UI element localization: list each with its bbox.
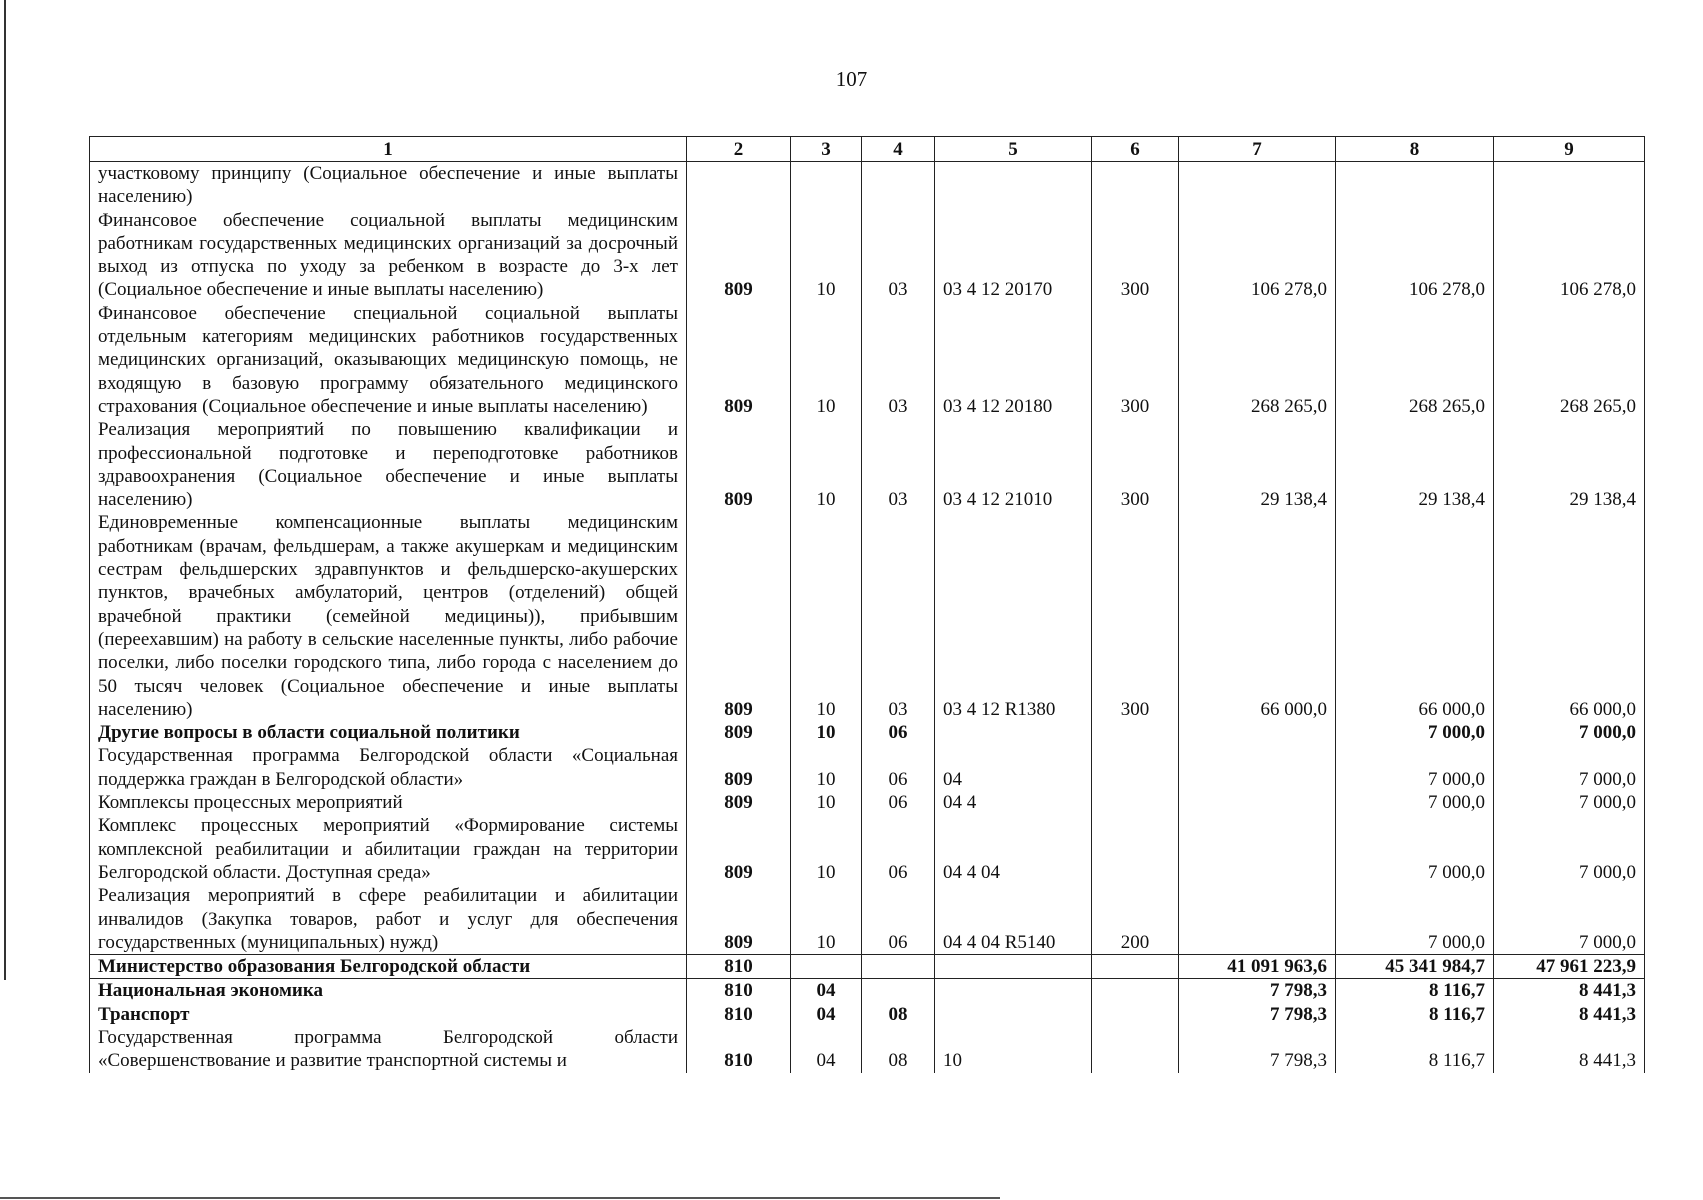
target-article-cell: 04 4 bbox=[935, 791, 1092, 814]
table-row bbox=[90, 979, 1645, 1003]
table-row bbox=[90, 209, 1645, 302]
target-article-cell bbox=[935, 979, 1092, 1003]
target-article-cell: 04 4 04 bbox=[935, 814, 1092, 884]
amount-year3-cell: 106 278,0 bbox=[1494, 209, 1645, 302]
amount-year1-cell bbox=[1179, 721, 1336, 744]
section-code-cell: 10 bbox=[791, 814, 862, 884]
amount-year3-cell: 7 000,0 bbox=[1494, 791, 1645, 814]
amount-year2-cell: 7 000,0 bbox=[1336, 791, 1494, 814]
subsection-code-cell: 08 bbox=[862, 1003, 935, 1026]
row-name-cell: Реализация мероприятий по повышению квалификации и профессиональной подготовке и переподготовке работников здравоохранения (Социальное обеспечение и иные выплаты населению) bbox=[90, 418, 687, 511]
section-code-cell: 10 bbox=[791, 418, 862, 511]
page-number: 107 bbox=[835, 67, 868, 91]
target-article-cell bbox=[935, 1003, 1092, 1026]
ministry-code-cell: 810 bbox=[687, 979, 791, 1003]
row-name-cell: Министерство образования Белгородской области bbox=[90, 955, 687, 979]
section-code-cell bbox=[791, 162, 862, 209]
table-row bbox=[90, 1026, 1645, 1073]
ministry-code-cell: 809 bbox=[687, 721, 791, 744]
target-article-cell: 04 4 04 R5140 bbox=[935, 884, 1092, 954]
amount-year3-cell: 29 138,4 bbox=[1494, 418, 1645, 511]
ministry-code-cell: 809 bbox=[687, 744, 791, 791]
amount-year1-cell: 41 091 963,6 bbox=[1179, 955, 1336, 979]
subsection-code-cell: 03 bbox=[862, 209, 935, 302]
target-article-cell: 03 4 12 20180 bbox=[935, 302, 1092, 418]
target-article-cell: 03 4 12 R1380 bbox=[935, 511, 1092, 721]
amount-year3-cell: 268 265,0 bbox=[1494, 302, 1645, 418]
amount-year1-cell bbox=[1179, 791, 1336, 814]
amount-year3-cell: 7 000,0 bbox=[1494, 744, 1645, 791]
target-article-cell: 03 4 12 20170 bbox=[935, 209, 1092, 302]
scan-bottom-rule bbox=[0, 1197, 1000, 1199]
ministry-code-cell: 809 bbox=[687, 791, 791, 814]
table-row bbox=[90, 955, 1645, 979]
budget-table bbox=[89, 136, 1645, 1073]
column-header: 6 bbox=[1092, 137, 1179, 162]
section-code-cell: 10 bbox=[791, 744, 862, 791]
amount-year1-cell bbox=[1179, 162, 1336, 209]
column-header: 7 bbox=[1179, 137, 1336, 162]
amount-year2-cell bbox=[1336, 162, 1494, 209]
table-row bbox=[90, 814, 1645, 884]
amount-year1-cell bbox=[1179, 814, 1336, 884]
column-header: 5 bbox=[935, 137, 1092, 162]
section-code-cell: 10 bbox=[791, 791, 862, 814]
table-row bbox=[90, 1003, 1645, 1026]
row-name-cell: Реализация мероприятий в сфере реабилитации и абилитации инвалидов (Закупка товаров, работ и услуг для обеспечения государственных (муниципальных) нужд) bbox=[90, 884, 687, 954]
expense-type-cell bbox=[1092, 721, 1179, 744]
amount-year1-cell: 66 000,0 bbox=[1179, 511, 1336, 721]
expense-type-cell bbox=[1092, 162, 1179, 209]
amount-year3-cell: 8 441,3 bbox=[1494, 1003, 1645, 1026]
amount-year3-cell: 47 961 223,9 bbox=[1494, 955, 1645, 979]
ministry-code-cell: 809 bbox=[687, 302, 791, 418]
expense-type-cell bbox=[1092, 814, 1179, 884]
column-header: 1 bbox=[90, 137, 687, 162]
amount-year1-cell: 268 265,0 bbox=[1179, 302, 1336, 418]
expense-type-cell: 300 bbox=[1092, 302, 1179, 418]
expense-type-cell bbox=[1092, 955, 1179, 979]
expense-type-cell: 300 bbox=[1092, 209, 1179, 302]
row-name-cell: Национальная экономика bbox=[90, 979, 687, 1003]
table-row bbox=[90, 302, 1645, 418]
section-code-cell: 04 bbox=[791, 1026, 862, 1073]
section-code-cell: 10 bbox=[791, 721, 862, 744]
ministry-code-cell: 809 bbox=[687, 209, 791, 302]
amount-year3-cell: 8 441,3 bbox=[1494, 1026, 1645, 1073]
expense-type-cell: 200 bbox=[1092, 884, 1179, 954]
row-name-cell: Финансовое обеспечение социальной выплаты медицинским работникам государственных медицинских организаций за досрочный выход из отпуска по уходу за ребенком в возрасте до 3-х лет (Социальное обеспечение и иные выплаты населению) bbox=[90, 209, 687, 302]
amount-year1-cell bbox=[1179, 744, 1336, 791]
amount-year2-cell: 8 116,7 bbox=[1336, 1026, 1494, 1073]
amount-year1-cell: 106 278,0 bbox=[1179, 209, 1336, 302]
table-row bbox=[90, 511, 1645, 721]
target-article-cell: 03 4 12 21010 bbox=[935, 418, 1092, 511]
amount-year2-cell: 66 000,0 bbox=[1336, 511, 1494, 721]
section-code-cell: 04 bbox=[791, 1003, 862, 1026]
ministry-code-cell: 809 bbox=[687, 814, 791, 884]
column-header: 3 bbox=[791, 137, 862, 162]
amount-year2-cell: 8 116,7 bbox=[1336, 979, 1494, 1003]
expense-type-cell bbox=[1092, 979, 1179, 1003]
subsection-code-cell bbox=[862, 955, 935, 979]
ministry-code-cell: 809 bbox=[687, 418, 791, 511]
amount-year2-cell: 8 116,7 bbox=[1336, 1003, 1494, 1026]
row-name-cell: Государственная программа Белгородской области «Совершенствование и развитие транспортной системы и bbox=[90, 1026, 687, 1073]
amount-year2-cell: 106 278,0 bbox=[1336, 209, 1494, 302]
row-name-cell: Единовременные компенсационные выплаты медицинским работникам (врачам, фельдшерам, а также акушеркам и медицинским сестрам фельдшерских здравпунктов и фельдшерско-акушерских пунктов, врачебных амбулаторий, центров (отделений) общей врачебной практики (семейной медицины)), прибывшим (переехавшим) на работу в сельские населенные пункты, либо рабочие поселки, либо поселки городского типа, либо города с населением до 50 тысяч человек (Социальное обеспечение и иные выплаты населению) bbox=[90, 511, 687, 721]
table-row bbox=[90, 791, 1645, 814]
target-article-cell bbox=[935, 955, 1092, 979]
subsection-code-cell: 03 bbox=[862, 302, 935, 418]
table-row bbox=[90, 884, 1645, 954]
table-row bbox=[90, 162, 1645, 209]
amount-year1-cell: 29 138,4 bbox=[1179, 418, 1336, 511]
amount-year2-cell: 7 000,0 bbox=[1336, 814, 1494, 884]
amount-year1-cell: 7 798,3 bbox=[1179, 1003, 1336, 1026]
section-code-cell: 10 bbox=[791, 511, 862, 721]
row-name-cell: Финансовое обеспечение специальной социальной выплаты отдельным категориям медицинских работников государственных медицинских организаций, оказывающих медицинскую помощь, не входящую в базовую программу обязательного медицинского страхования (Социальное обеспечение и иные выплаты населению) bbox=[90, 302, 687, 418]
amount-year2-cell: 29 138,4 bbox=[1336, 418, 1494, 511]
subsection-code-cell: 06 bbox=[862, 721, 935, 744]
section-code-cell: 04 bbox=[791, 979, 862, 1003]
target-article-cell bbox=[935, 162, 1092, 209]
target-article-cell: 10 bbox=[935, 1026, 1092, 1073]
row-name-cell: Транспорт bbox=[90, 1003, 687, 1026]
ministry-code-cell: 810 bbox=[687, 1003, 791, 1026]
amount-year1-cell: 7 798,3 bbox=[1179, 979, 1336, 1003]
amount-year2-cell: 7 000,0 bbox=[1336, 744, 1494, 791]
amount-year3-cell: 7 000,0 bbox=[1494, 814, 1645, 884]
table-row bbox=[90, 418, 1645, 511]
section-code-cell bbox=[791, 955, 862, 979]
column-header: 4 bbox=[862, 137, 935, 162]
expense-type-cell: 300 bbox=[1092, 418, 1179, 511]
amount-year2-cell: 268 265,0 bbox=[1336, 302, 1494, 418]
amount-year3-cell bbox=[1494, 162, 1645, 209]
amount-year3-cell: 7 000,0 bbox=[1494, 884, 1645, 954]
subsection-code-cell: 06 bbox=[862, 791, 935, 814]
expense-type-cell bbox=[1092, 1003, 1179, 1026]
row-name-cell: Комплекс процессных мероприятий «Формирование системы комплексной реабилитации и абилитации граждан на территории Белгородской области. Доступная среда» bbox=[90, 814, 687, 884]
subsection-code-cell: 06 bbox=[862, 884, 935, 954]
section-code-cell: 10 bbox=[791, 209, 862, 302]
target-article-cell bbox=[935, 721, 1092, 744]
row-name-cell: Комплексы процессных мероприятий bbox=[90, 791, 687, 814]
column-number-header bbox=[90, 137, 1645, 162]
table-row bbox=[90, 721, 1645, 744]
scan-left-edge bbox=[4, 0, 6, 980]
ministry-code-cell: 810 bbox=[687, 955, 791, 979]
target-article-cell: 04 bbox=[935, 744, 1092, 791]
ministry-code-cell: 810 bbox=[687, 1026, 791, 1073]
amount-year3-cell: 7 000,0 bbox=[1494, 721, 1645, 744]
subsection-code-cell: 06 bbox=[862, 744, 935, 791]
subsection-code-cell: 06 bbox=[862, 814, 935, 884]
amount-year3-cell: 66 000,0 bbox=[1494, 511, 1645, 721]
subsection-code-cell: 03 bbox=[862, 511, 935, 721]
column-header: 9 bbox=[1494, 137, 1645, 162]
table-body bbox=[90, 162, 1645, 1073]
ministry-code-cell: 809 bbox=[687, 511, 791, 721]
subsection-code-cell: 03 bbox=[862, 418, 935, 511]
section-code-cell: 10 bbox=[791, 884, 862, 954]
amount-year1-cell: 7 798,3 bbox=[1179, 1026, 1336, 1073]
ministry-code-cell bbox=[687, 162, 791, 209]
amount-year2-cell: 7 000,0 bbox=[1336, 721, 1494, 744]
amount-year2-cell: 45 341 984,7 bbox=[1336, 955, 1494, 979]
row-name-cell: Государственная программа Белгородской области «Социальная поддержка граждан в Белгородской области» bbox=[90, 744, 687, 791]
expense-type-cell bbox=[1092, 1026, 1179, 1073]
amount-year2-cell: 7 000,0 bbox=[1336, 884, 1494, 954]
amount-year1-cell bbox=[1179, 884, 1336, 954]
section-code-cell: 10 bbox=[791, 302, 862, 418]
expense-type-cell: 300 bbox=[1092, 511, 1179, 721]
expense-type-cell bbox=[1092, 791, 1179, 814]
column-header: 2 bbox=[687, 137, 791, 162]
amount-year3-cell: 8 441,3 bbox=[1494, 979, 1645, 1003]
subsection-code-cell bbox=[862, 162, 935, 209]
row-name-cell: Другие вопросы в области социальной политики bbox=[90, 721, 687, 744]
ministry-code-cell: 809 bbox=[687, 884, 791, 954]
subsection-code-cell bbox=[862, 979, 935, 1003]
table-row bbox=[90, 744, 1645, 791]
expense-type-cell bbox=[1092, 744, 1179, 791]
row-name-cell: участковому принципу (Социальное обеспечение и иные выплаты населению) bbox=[90, 162, 687, 209]
subsection-code-cell: 08 bbox=[862, 1026, 935, 1073]
column-header: 8 bbox=[1336, 137, 1494, 162]
